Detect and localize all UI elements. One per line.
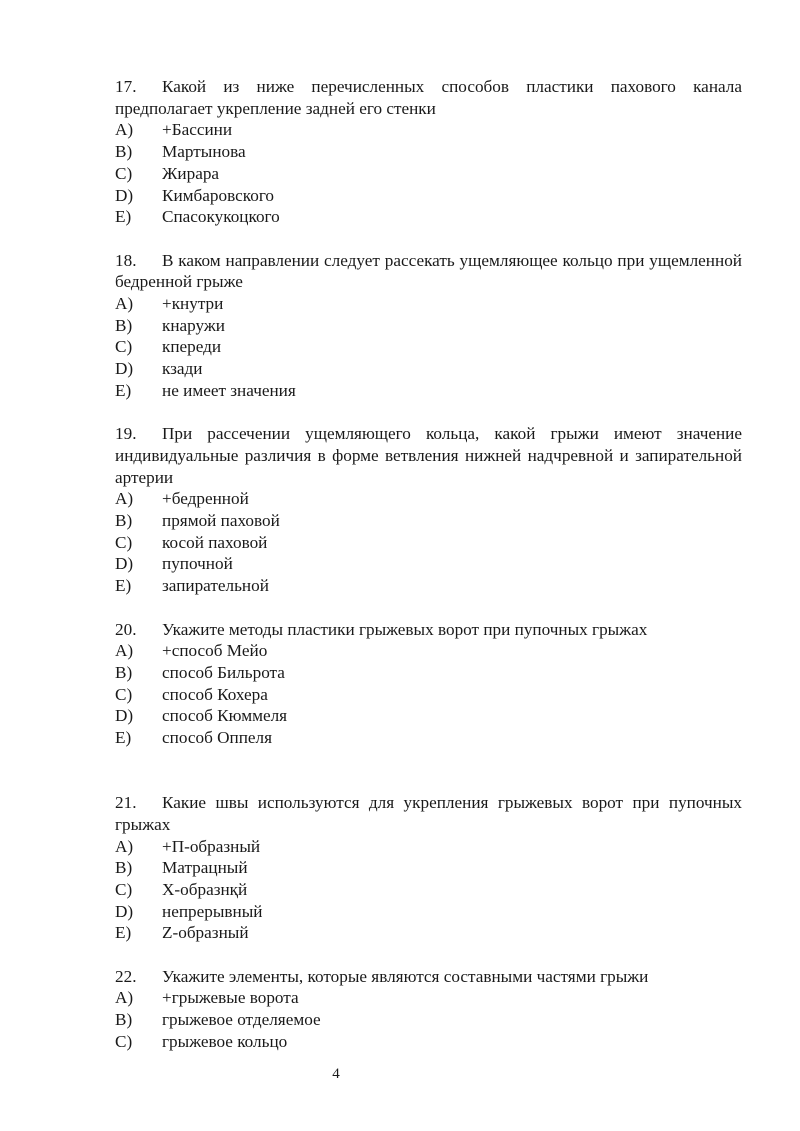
- question-text: [115, 619, 742, 641]
- question-18: [115, 250, 742, 402]
- document-body: [115, 76, 742, 1053]
- option-letter: E): [115, 380, 132, 400]
- answer-option: [115, 163, 742, 185]
- option-letter: B): [115, 662, 133, 682]
- option-text: способ Кюммеля: [162, 706, 288, 726]
- answer-option: [115, 532, 742, 554]
- option-text: способ Бильрота: [162, 662, 285, 682]
- option-letter: A): [115, 294, 134, 314]
- answer-option: [115, 185, 742, 207]
- question-body: Какие швы используются для укрепления грыжевых ворот при пупочных грыжах: [115, 793, 742, 834]
- option-letter: D): [115, 359, 134, 379]
- question-body: Укажите методы пластики грыжевых ворот при пупочных грыжах: [162, 619, 648, 639]
- answer-option: [115, 315, 742, 337]
- option-text: +способ Мейо: [162, 641, 268, 661]
- option-letter: C): [115, 163, 133, 183]
- answer-option: [115, 293, 742, 315]
- answer-option: [115, 987, 742, 1009]
- option-letter: C): [115, 1031, 133, 1051]
- option-letter: B): [115, 858, 133, 878]
- option-text: Х-образнқй: [162, 879, 248, 899]
- option-text: кпереди: [162, 337, 222, 357]
- option-letter: E): [115, 923, 132, 943]
- question-text: [115, 76, 742, 119]
- option-text: +бедренной: [162, 489, 249, 509]
- option-text: пупочной: [162, 554, 233, 574]
- option-text: прямой паховой: [162, 511, 280, 531]
- page-number: 4: [332, 1066, 340, 1082]
- answer-option: [115, 727, 742, 749]
- question-number: 19.: [115, 424, 137, 444]
- option-letter: C): [115, 684, 133, 704]
- question-body: При рассечении ущемляющего кольца, какой грыжи имеют значение индивидуальные различия в форме ветвления нижней надчревной и запирательной артерии: [115, 424, 742, 487]
- answer-option: [115, 380, 742, 402]
- option-text: Кимбаровского: [162, 185, 275, 205]
- option-letter: D): [115, 706, 134, 726]
- option-text: +П-образный: [162, 836, 261, 856]
- question-body: В каком направлении следует рассекать ущемляющее кольцо при ущемленной бедренной грыже: [115, 250, 742, 292]
- answer-option: [115, 510, 742, 532]
- answer-option: [115, 922, 742, 944]
- option-text: способ Кохера: [162, 684, 268, 704]
- option-letter: B): [115, 511, 133, 531]
- option-text: непрерывный: [162, 901, 263, 921]
- answer-option: [115, 879, 742, 901]
- answer-option: [115, 640, 742, 662]
- option-text: грыжевое отделяемое: [162, 1010, 321, 1030]
- option-text: Спасокукоцкого: [162, 207, 280, 227]
- option-text: кзади: [162, 359, 203, 379]
- question-number: 21.: [115, 793, 137, 813]
- answer-option: [115, 575, 742, 597]
- option-letter: B): [115, 1010, 133, 1030]
- option-text: запирательной: [162, 576, 269, 596]
- option-text: Жирара: [162, 163, 220, 183]
- option-text: не имеет значения: [162, 380, 296, 400]
- option-text: +грыжевые ворота: [162, 988, 299, 1008]
- question-22: [115, 966, 742, 1053]
- option-text: +кнутри: [162, 294, 224, 314]
- answer-option: [115, 336, 742, 358]
- question-number: 22.: [115, 966, 137, 986]
- answer-option: [115, 119, 742, 141]
- question-text: [115, 966, 742, 988]
- question-text: [115, 423, 742, 488]
- option-text: кнаружи: [162, 315, 225, 335]
- option-letter: E): [115, 576, 132, 596]
- option-text: Матрацный: [162, 858, 248, 878]
- answer-option: [115, 836, 742, 858]
- option-letter: A): [115, 489, 134, 509]
- question-number: 18.: [115, 250, 137, 270]
- option-letter: A): [115, 120, 134, 140]
- answer-option: [115, 684, 742, 706]
- answer-option: [115, 662, 742, 684]
- question-21: [115, 792, 742, 944]
- option-letter: A): [115, 641, 134, 661]
- option-text: +Бассини: [162, 120, 233, 140]
- option-letter: C): [115, 532, 133, 552]
- option-letter: A): [115, 988, 134, 1008]
- option-letter: D): [115, 185, 134, 205]
- option-text: Мартынова: [162, 142, 246, 162]
- answer-option: [115, 705, 742, 727]
- answer-option: [115, 206, 742, 228]
- answer-option: [115, 901, 742, 923]
- option-text: косой паховой: [162, 532, 268, 552]
- question-body: Какой из ниже перечисленных способов пластики пахового канала предполагает укрепление задней его стенки: [115, 77, 742, 118]
- option-letter: D): [115, 554, 134, 574]
- option-letter: E): [115, 207, 132, 227]
- question-number: 20.: [115, 619, 137, 639]
- option-letter: C): [115, 879, 133, 899]
- option-text: Z-образный: [162, 923, 249, 943]
- answer-option: [115, 1031, 742, 1053]
- option-text: способ Оппеля: [162, 728, 273, 748]
- option-letter: B): [115, 142, 133, 162]
- answer-option: [115, 141, 742, 163]
- question-text: [115, 250, 742, 293]
- answer-option: [115, 358, 742, 380]
- question-17: [115, 76, 742, 228]
- question-19: [115, 423, 742, 597]
- option-letter: A): [115, 836, 134, 856]
- option-letter: E): [115, 728, 132, 748]
- question-number: 17.: [115, 77, 137, 96]
- option-letter: B): [115, 315, 133, 335]
- answer-option: [115, 488, 742, 510]
- answer-option: [115, 553, 742, 575]
- option-text: грыжевое кольцо: [162, 1031, 288, 1051]
- question-20: [115, 619, 742, 749]
- answer-option: [115, 1009, 742, 1031]
- option-letter: D): [115, 901, 134, 921]
- question-body: Укажите элементы, которые являются составными частями грыжи: [162, 966, 649, 986]
- answer-option: [115, 857, 742, 879]
- option-letter: C): [115, 337, 133, 357]
- question-text: [115, 792, 742, 835]
